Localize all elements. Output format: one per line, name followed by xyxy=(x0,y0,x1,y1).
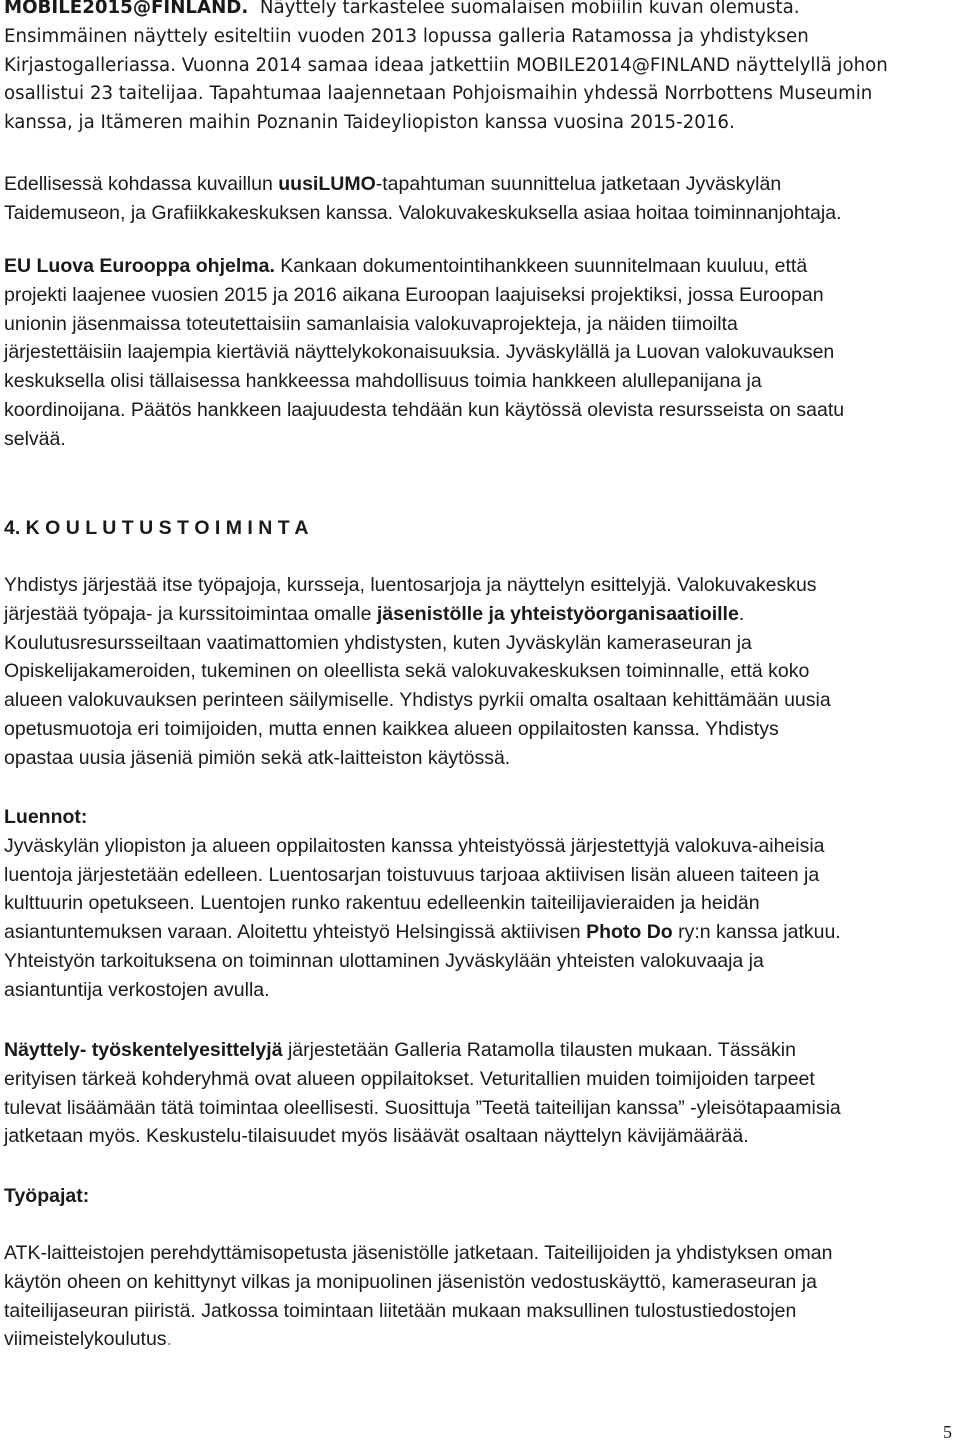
uusilumo-paragraph xyxy=(4,170,842,228)
tyopajat-line-2: käytön oheen on kehittynyt vilkas ja monipuolinen jäsenistön vedostuskäyttö, kameraseuran ja xyxy=(4,1270,817,1293)
section-4-title: 4. K O U L U T U S T O I M I N T A xyxy=(4,517,309,539)
eu-line-6: koordinoijana. Päätös hankkeen laajuudesta tehdään kun käytössä olevista resursseista on saatu xyxy=(4,398,845,421)
luennot-line-3: kulttuurin opetukseen. Luentojen runko rakentuu edelleenkin taiteilijavieraiden ja heidän xyxy=(4,892,760,915)
eu-line-2: projekti laajenee vuosien 2015 ja 2016 aikana Euroopan laajuiseksi projektiksi, jossa Euroopan xyxy=(4,283,824,306)
nayttely-paragraph xyxy=(4,1036,841,1151)
s4-line-6: opetusmuotoja eri toimijoiden, mutta ennen kaikkea alueen oppilaitosten kanssa. Yhdistys xyxy=(4,717,779,740)
intro-bold-title: MOBILE2015@FINLAND. xyxy=(4,0,249,18)
s4-line-2-pre: järjestää työpaja- ja kurssitoimintaa omalle xyxy=(4,602,377,625)
s4-line-1: Yhdistys järjestää itse työpajoja, kursseja, luentosarjoja ja näyttelyn esittelyjä. Valokuvakeskus xyxy=(4,574,817,596)
uusilumo-bold: uusiLUMO xyxy=(278,173,376,195)
intro-line-5: kanssa, ja Itämeren maihin Poznanin Taideyliopiston kanssa vuosina 2015-2016. xyxy=(4,112,735,134)
tyopajat-end-dot: . xyxy=(166,1328,172,1351)
uusilumo-line-1-pre: Edellisessä kohdassa kuvaillun xyxy=(4,173,279,195)
s4-line-7: opastaa uusia jäseniä pimiön sekä atk-laitteiston käytössä. xyxy=(4,746,511,769)
nayttely-line-4: jatketaan myös. Keskustelu-tilaisuudet myös lisäävät osaltaan näyttelyn kävijämäärää. xyxy=(4,1125,749,1148)
uusilumo-line-1-post: -tapahtuman suunnittelua jatketaan Jyväskylän xyxy=(375,173,782,195)
eu-line-3: unionin jäsenmaissa toteutettaisiin samanlaisia valokuvaprojekteja, ja näiden tiimoilta xyxy=(4,312,738,335)
nayttely-line-3: tulevat lisäämään tätä toimintaa oleellisesti. Suosittuja ”Teetä taiteilijan kanssa” -yleisötapaamisia xyxy=(4,1096,841,1119)
intro-paragraph xyxy=(4,0,888,138)
luennot-line-6: asiantuntija verkostojen avulla. xyxy=(4,978,270,1001)
s4-line-2-bold: jäsenistölle ja yhteistyöorganisaatioille xyxy=(376,602,739,625)
tyopajat-line-1: ATK-laitteistojen perehdyttämisopetusta jäsenistölle jatketaan. Taiteilijoiden ja yhdistyksen oman xyxy=(4,1242,833,1264)
luennot-photo-do: Photo Do xyxy=(586,921,673,944)
eu-paragraph xyxy=(4,252,844,454)
eu-heading: EU Luova Eurooppa ohjelma. xyxy=(4,255,275,277)
nayttely-line-2: erityisen tärkeä kohderyhmä ovat alueen oppilaitokset. Veturitallien muiden toimijoiden tarpeet xyxy=(4,1067,815,1090)
tyopajat-line-4: viimeistelykoulutus xyxy=(4,1328,167,1351)
page-number: 5 xyxy=(943,1422,952,1442)
s4-line-2-post: . xyxy=(738,602,745,625)
section-4-heading xyxy=(4,514,308,543)
luennot-line-4: asiantuntemuksen varaan. Aloitettu yhteistyö Helsingissä aktiivisen xyxy=(4,921,587,944)
intro-line-2: Ensimmäinen näyttely esiteltiin vuoden 2013 lopussa galleria Ratamossa ja yhdistyksen xyxy=(4,25,809,47)
eu-line-5: keskuksella olisi tällaisessa hankkeessa mahdollisuus toimia hankkeen alullepanijana ja xyxy=(4,370,762,393)
s4-line-3: Koulutusresursseiltaan vaatimattomien yhdistysten, kuten Jyväskylän kameraseuran ja xyxy=(4,631,752,654)
intro-line-4b: Tapahtumaa laajennetaan Pohjoismaihin yhdessä Norrbottens Museumin xyxy=(209,83,873,105)
section-4-paragraph xyxy=(4,571,831,773)
intro-line-3: Kirjastogalleriassa. Vuonna 2014 samaa ideaa jatkettiin MOBILE2014@FINLAND näyttelyllä johon xyxy=(4,54,888,76)
eu-line-1: Kankaan dokumentointihankkeen suunnitelmaan kuuluu, että xyxy=(274,255,808,277)
eu-line-4: järjestettäisiin laajempia kiertäviä näyttelykokonaisuuksia. Jyväskylällä ja Luovan valokuvauksen xyxy=(4,341,835,364)
luennot-line-4-post: ry:n kanssa jatkuu. xyxy=(672,921,841,944)
s4-line-4: Opiskelijakameroiden, tukeminen on oleellista sekä valokuvakeskuksen toiminnalle, että koko xyxy=(4,660,810,683)
tyopajat-heading: Työpajat: xyxy=(4,1185,90,1207)
nayttely-heading: Näyttely- työskentelyesittelyjä xyxy=(4,1039,283,1061)
tyopajat-heading-block xyxy=(4,1182,89,1211)
nayttely-line-1: järjestetään Galleria Ratamolla tilausten mukaan. Tässäkin xyxy=(282,1039,796,1061)
tyopajat-line-3: taiteilijaseuran piiristä. Jatkossa toimintaan liitetään mukaan maksullinen tulostustiedostojen xyxy=(4,1299,797,1322)
uusilumo-line-2: Taidemuseon, ja Grafiikkakeskuksen kanssa. Valokuvakeskuksella asiaa hoitaa toiminnanjohtaja. xyxy=(4,201,842,224)
tyopajat-paragraph xyxy=(4,1239,832,1354)
luennot-line-2: luentoja järjestetään edelleen. Luentosarjan toistuvuus tarjoaa aktiivisen lisän alueen taiteen ja xyxy=(4,863,820,886)
luennot-line-5: Yhteistyön tarkoituksena on toiminnan ulottaminen Jyväskylään yhteisten valokuvaaja ja xyxy=(4,949,764,972)
s4-line-5: alueen valokuvauksen perinteen säilymiselle. Yhdistys pyrkii omalta osaltaan kehittämään uusia xyxy=(4,689,831,712)
intro-line-1: Näyttely tarkastelee suomalaisen mobiilin kuvan olemusta. xyxy=(259,0,800,18)
luennot-section xyxy=(4,803,841,1005)
eu-line-7: selvää. xyxy=(4,427,66,450)
luennot-line-1: Jyväskylän yliopiston ja alueen oppilaitosten kanssa yhteistyössä järjestettyjä valokuva-aiheisia xyxy=(4,834,825,857)
luennot-heading: Luennot: xyxy=(4,806,88,828)
intro-line-4a: osallistui 23 taitelijaa. xyxy=(4,83,204,105)
